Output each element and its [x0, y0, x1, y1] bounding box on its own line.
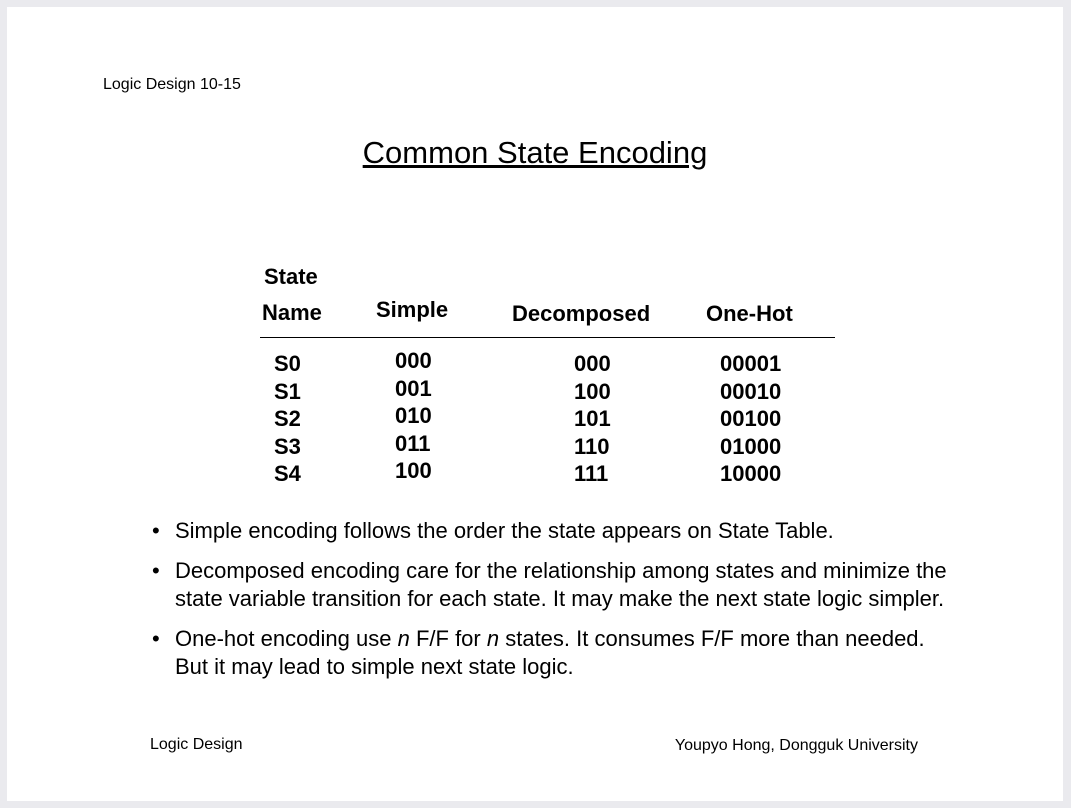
cell-onehot: 00010	[720, 378, 782, 404]
cell-onehot: 01000	[720, 433, 782, 459]
cell-simple: 001	[395, 375, 432, 401]
cell-simple: 011	[395, 430, 431, 456]
column-simple	[395, 347, 432, 485]
bullet-dot-icon: •	[152, 558, 160, 583]
cell-state: S1	[274, 378, 301, 404]
bullet-item	[152, 517, 952, 545]
variable-n: n	[486, 626, 500, 651]
cell-decomposed: 000	[574, 351, 611, 376]
cell-state: S2	[274, 406, 301, 431]
header-state-line2: Name	[262, 300, 322, 325]
header-decomposed: Decomposed	[512, 301, 651, 326]
header-label: Logic Design 10-15	[103, 76, 241, 93]
cell-onehot: 00001	[720, 351, 782, 376]
bullet-text-part: One-hot encoding use	[175, 626, 398, 651]
footer-author: Youpyo Hong, Dongguk University	[674, 737, 918, 754]
cell-onehot: 10000	[720, 461, 782, 486]
column-state	[274, 350, 301, 488]
cell-state: S4	[274, 461, 301, 486]
slide	[7, 7, 1063, 801]
cell-state: S3	[274, 433, 301, 459]
cell-decomposed: 110	[574, 433, 610, 459]
column-onehot	[720, 350, 781, 488]
header-state-line1: State	[264, 264, 318, 289]
slide-title: Common State Encoding	[362, 135, 708, 170]
bullet-text: Decomposed encoding care for the relationship among states and minimize the state variable transition for each state. It may make the next state logic simpler.	[175, 558, 947, 611]
bullet-dot-icon: •	[152, 518, 160, 543]
cell-onehot: 00100	[720, 406, 782, 431]
cell-state: S0	[274, 351, 301, 376]
cell-simple: 100	[395, 458, 432, 483]
footer-course: Logic Design	[150, 736, 243, 753]
cell-simple: 000	[395, 348, 432, 373]
bullet-item	[152, 557, 952, 613]
bullet-item	[152, 625, 952, 681]
variable-n: n	[397, 626, 410, 651]
cell-simple: 010	[395, 403, 432, 428]
column-decomposed	[574, 350, 611, 488]
bullet-list	[152, 517, 952, 693]
bullet-text-part: states. It consumes F/F more than needed. But it may lead to simple next state logic.	[175, 626, 925, 679]
bullet-text-part: F/F for	[409, 626, 487, 651]
header-rule	[260, 337, 835, 338]
bullet-dot-icon: •	[152, 626, 160, 651]
bullet-text: Simple encoding follows the order the state appears on State Table.	[175, 518, 834, 543]
cell-decomposed: 100	[574, 378, 611, 404]
header-simple: Simple	[376, 297, 449, 322]
header-onehot: One-Hot	[706, 301, 793, 326]
cell-decomposed: 101	[574, 406, 611, 431]
cell-decomposed: 111	[574, 461, 609, 486]
